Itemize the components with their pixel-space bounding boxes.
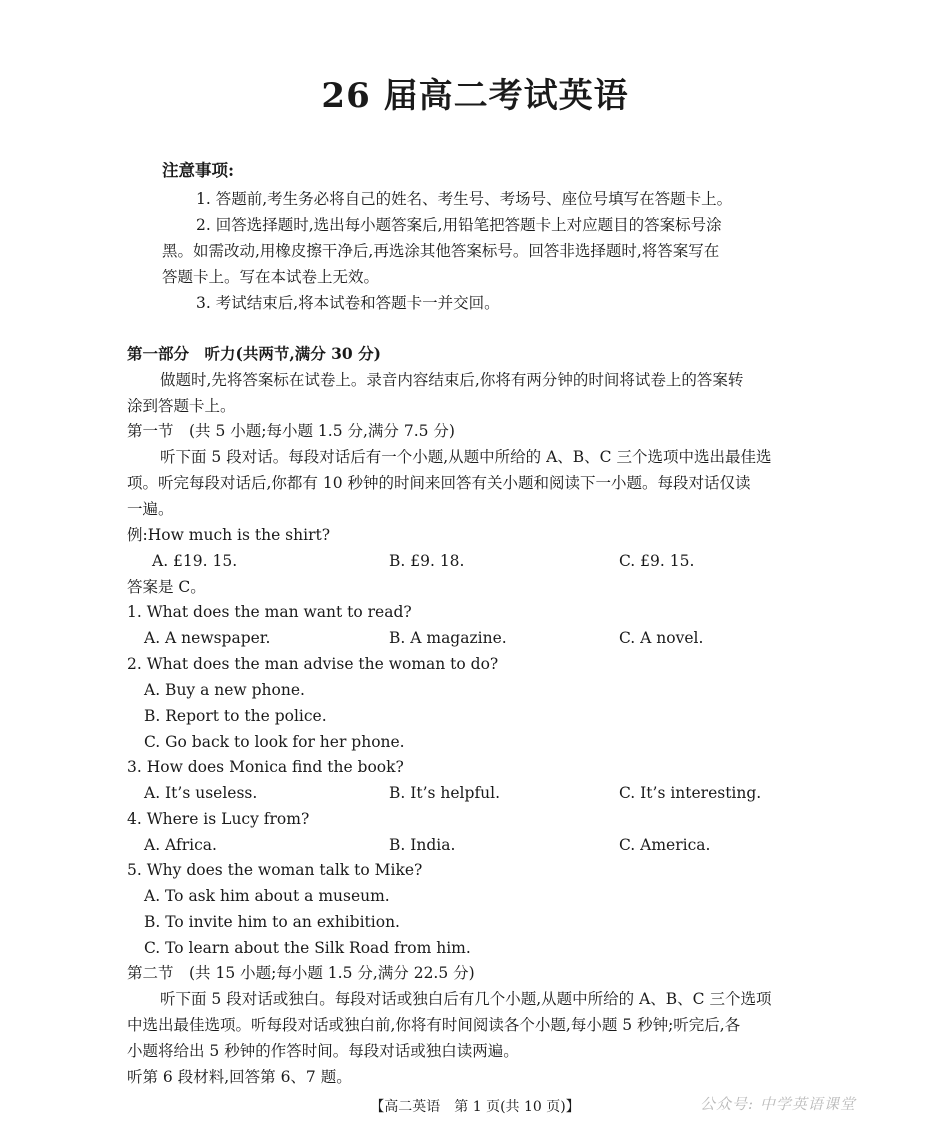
question-2-option-c: C. Go back to look for her phone. bbox=[144, 733, 405, 751]
section2-material: 听第 6 段材料,回答第 6、7 题。 bbox=[127, 1068, 352, 1086]
section1-intro-line-2: 项。听完每段对话后,你都有 10 秒钟的时间来回答有关小题和阅读下一小题。每段对话仅读 bbox=[127, 474, 751, 492]
example-option-c: C. £9. 15. bbox=[619, 552, 695, 570]
question-4-option-b: B. India. bbox=[389, 836, 456, 854]
question-3-option-b: B. It’s helpful. bbox=[389, 784, 501, 802]
question-4-option-a: A. Africa. bbox=[144, 836, 217, 854]
example-option-a: A. £19. 15. bbox=[152, 552, 238, 570]
question-3: 3. How does Monica find the book? bbox=[127, 758, 404, 776]
question-1-option-c: C. A novel. bbox=[619, 629, 704, 647]
section1-intro-line-1: 听下面 5 段对话。每段对话后有一个小题,从题中所给的 A、B、C 三个选项中选出最佳选 bbox=[160, 448, 772, 466]
section2-heading: 第二节 (共 15 小题;每小题 1.5 分,满分 22.5 分) bbox=[127, 964, 475, 982]
part1-intro-line-2: 涂到答题卡上。 bbox=[127, 397, 236, 415]
notice-heading: 注意事项: bbox=[162, 161, 235, 180]
notice-item-2-line-3: 答题卡上。写在本试卷上无效。 bbox=[162, 268, 380, 286]
question-1: 1. What does the man want to read? bbox=[127, 603, 412, 621]
page-footer: 【高二英语 第 1 页(共 10 页)】 bbox=[370, 1099, 580, 1115]
notice-item-2-line-2: 黑。如需改动,用橡皮擦干净后,再选涂其他答案标号。回答非选择题时,将答案写在 bbox=[162, 242, 720, 260]
question-5-option-a: A. To ask him about a museum. bbox=[144, 887, 390, 905]
part1-intro-line-1: 做题时,先将答案标在试卷上。录音内容结束后,你将有两分钟的时间将试卷上的答案转 bbox=[160, 371, 744, 389]
section2-intro-line-1: 听下面 5 段对话或独白。每段对话或独白后有几个小题,从题中所给的 A、B、C 三个选项 bbox=[160, 990, 772, 1008]
question-2-option-b: B. Report to the police. bbox=[144, 707, 327, 725]
exam-title: 26 届高二考试英语 bbox=[321, 76, 629, 116]
question-3-option-a: A. It’s useless. bbox=[144, 784, 258, 802]
example-option-b: B. £9. 18. bbox=[389, 552, 465, 570]
notice-item-2-line-1: 2. 回答选择题时,选出每小题答案后,用铅笔把答题卡上对应题目的答案标号涂 bbox=[196, 216, 722, 234]
part1-heading: 第一部分 听力(共两节,满分 30 分) bbox=[127, 344, 381, 363]
question-4-option-c: C. America. bbox=[619, 836, 711, 854]
notice-item-3: 3. 考试结束后,将本试卷和答题卡一并交回。 bbox=[196, 294, 500, 312]
question-1-option-a: A. A newspaper. bbox=[144, 629, 271, 647]
section1-intro-line-3: 一遍。 bbox=[127, 500, 174, 518]
section2-intro-line-3: 小题将给出 5 秒钟的作答时间。每段对话或独白读两遍。 bbox=[127, 1042, 519, 1060]
question-2: 2. What does the man advise the woman to do? bbox=[127, 655, 499, 673]
question-2-option-a: A. Buy a new phone. bbox=[144, 681, 305, 699]
section2-intro-line-2: 中选出最佳选项。听每段对话或独白前,你将有时间阅读各个小题,每小题 5 秒钟;听完后,各 bbox=[127, 1016, 741, 1034]
section1-heading: 第一节 (共 5 小题;每小题 1.5 分,满分 7.5 分) bbox=[127, 422, 455, 440]
question-1-option-b: B. A magazine. bbox=[389, 629, 507, 647]
question-5: 5. Why does the woman talk to Mike? bbox=[127, 861, 423, 879]
question-3-option-c: C. It’s interesting. bbox=[619, 784, 762, 802]
question-5-option-c: C. To learn about the Silk Road from him. bbox=[144, 939, 471, 957]
question-5-option-b: B. To invite him to an exhibition. bbox=[144, 913, 400, 931]
watermark: 公众号: 中学英语课堂 bbox=[700, 1095, 856, 1113]
notice-item-1: 1. 答题前,考生务必将自己的姓名、考生号、考场号、座位号填写在答题卡上。 bbox=[196, 190, 733, 208]
question-4: 4. Where is Lucy from? bbox=[127, 810, 310, 828]
example-answer: 答案是 C。 bbox=[127, 578, 206, 596]
example-question: 例:How much is the shirt? bbox=[127, 526, 331, 544]
